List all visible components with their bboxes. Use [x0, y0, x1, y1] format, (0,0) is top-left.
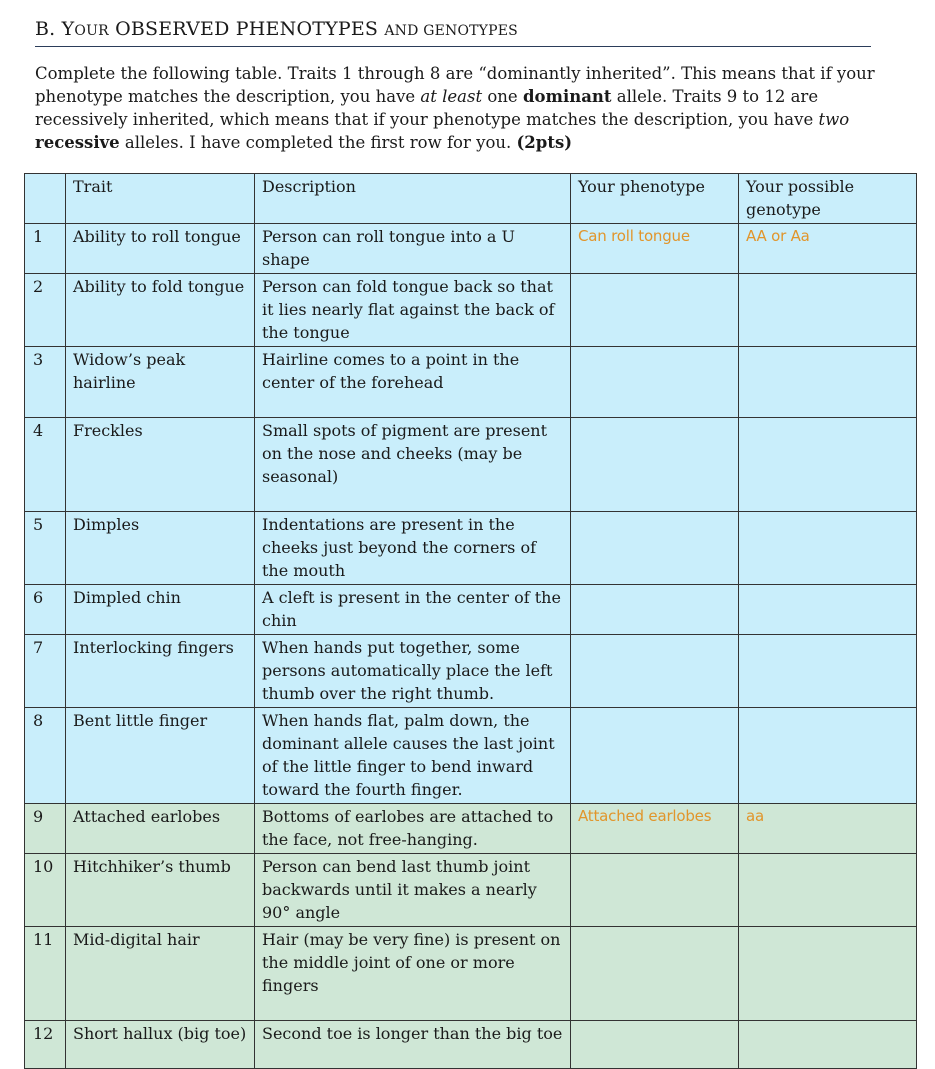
trait-description: When hands put together, some persons automatically place the left thumb over the right thumb.: [255, 635, 571, 708]
title-part: OBSERVED PHENOTYPES: [115, 18, 379, 40]
intro-text: alleles. I have completed the first row for you.: [119, 133, 517, 152]
genotype-cell[interactable]: [739, 347, 917, 418]
row-number: 12: [25, 1021, 66, 1069]
table-header-row: [25, 174, 917, 224]
table-row: [25, 347, 917, 418]
trait-name: Interlocking fingers: [66, 635, 255, 708]
table-row: [25, 274, 917, 347]
trait-description: When hands flat, palm down, the dominant allele causes the last joint of the little finger to bend inward toward the fourth finger.: [255, 708, 571, 804]
phenotype-cell[interactable]: Attached earlobes: [571, 804, 739, 854]
row-number: 9: [25, 804, 66, 854]
points-label: (2pts): [516, 133, 573, 152]
row-number: 10: [25, 854, 66, 927]
trait-description: Indentations are present in the cheeks just beyond the corners of the mouth: [255, 512, 571, 585]
phenotype-cell[interactable]: [571, 512, 739, 585]
intro-bold: recessive: [35, 133, 120, 152]
phenotype-cell[interactable]: [571, 274, 739, 347]
trait-description: Person can fold tongue back so that it lies nearly flat against the back of the tongue: [255, 274, 571, 347]
table-row: [25, 1021, 917, 1069]
row-number: 7: [25, 635, 66, 708]
phenotype-cell[interactable]: [571, 347, 739, 418]
row-number: 3: [25, 347, 66, 418]
phenotype-cell[interactable]: [571, 927, 739, 1021]
row-number: 11: [25, 927, 66, 1021]
trait-name: Hitchhiker’s thumb: [66, 854, 255, 927]
title-part: AND GENOTYPES: [384, 23, 518, 39]
genotype-cell[interactable]: [739, 1021, 917, 1069]
intro-emphasis: two: [818, 110, 850, 129]
intro-emphasis: at least: [420, 87, 483, 106]
phenotype-cell[interactable]: [571, 854, 739, 927]
title-part: Y: [61, 18, 75, 40]
section-heading: [35, 18, 871, 47]
phenotype-cell[interactable]: [571, 418, 739, 512]
table-row: [25, 804, 917, 854]
trait-name: Freckles: [66, 418, 255, 512]
table-row: [25, 854, 917, 927]
row-number: 6: [25, 585, 66, 635]
trait-name: Ability to fold tongue: [66, 274, 255, 347]
trait-description: Small spots of pigment are present on the nose and cheeks (may be seasonal): [255, 418, 571, 512]
table-row: [25, 585, 917, 635]
genotype-cell[interactable]: [739, 274, 917, 347]
table-row: [25, 708, 917, 804]
table-row: [25, 418, 917, 512]
trait-name: Attached earlobes: [66, 804, 255, 854]
genotype-cell[interactable]: [739, 418, 917, 512]
intro-text: allele. Traits 9 to 12 are recessively inherited, which means that if your phenotype matches the description, you have: [35, 87, 819, 129]
trait-name: Short hallux (big toe): [66, 1021, 255, 1069]
phenotype-cell[interactable]: [571, 708, 739, 804]
genotype-cell[interactable]: [739, 708, 917, 804]
header-phenotype: Your phenotype: [571, 174, 739, 224]
phenotype-cell[interactable]: [571, 585, 739, 635]
genotype-cell[interactable]: aa: [739, 804, 917, 854]
row-number: 1: [25, 224, 66, 274]
genotype-cell[interactable]: [739, 512, 917, 585]
header-description: Description: [255, 174, 571, 224]
genotype-cell[interactable]: [739, 927, 917, 1021]
traits-table: [24, 173, 917, 1069]
trait-description: Hair (may be very fine) is present on the middle joint of one or more fingers: [255, 927, 571, 1021]
phenotype-cell[interactable]: [571, 1021, 739, 1069]
intro-bold: dominant: [522, 87, 612, 106]
trait-description: Second toe is longer than the big toe: [255, 1021, 571, 1069]
trait-name: Widow’s peak hairline: [66, 347, 255, 418]
genotype-cell[interactable]: [739, 635, 917, 708]
trait-description: A cleft is present in the center of the chin: [255, 585, 571, 635]
trait-name: Bent little finger: [66, 708, 255, 804]
trait-name: Mid-digital hair: [66, 927, 255, 1021]
row-number: 8: [25, 708, 66, 804]
header-trait: Trait: [66, 174, 255, 224]
phenotype-cell[interactable]: [571, 635, 739, 708]
header-genotype: Your possible genotype: [739, 174, 917, 224]
trait-name: Ability to roll tongue: [66, 224, 255, 274]
trait-name: Dimples: [66, 512, 255, 585]
genotype-cell[interactable]: [739, 854, 917, 927]
row-number: 4: [25, 418, 66, 512]
trait-description: Bottoms of earlobes are attached to the face, not free-hanging.: [255, 804, 571, 854]
trait-description: Hairline comes to a point in the center of the forehead: [255, 347, 571, 418]
section-letter: B.: [35, 18, 56, 40]
genotype-cell[interactable]: [739, 585, 917, 635]
trait-description: Person can bend last thumb joint backwards until it makes a nearly 90° angle: [255, 854, 571, 927]
title-part: OUR: [74, 23, 109, 39]
row-number: 2: [25, 274, 66, 347]
row-number: 5: [25, 512, 66, 585]
intro-text: Complete the following table. Traits 1 through 8 are “dominantly inherited”. This means that if your phenotype matches the description, you have: [35, 64, 875, 106]
intro-text: one: [482, 87, 523, 106]
trait-description: Person can roll tongue into a U shape: [255, 224, 571, 274]
table-row: [25, 927, 917, 1021]
genotype-cell[interactable]: AA or Aa: [739, 224, 917, 274]
phenotype-cell[interactable]: Can roll tongue: [571, 224, 739, 274]
trait-name: Dimpled chin: [66, 585, 255, 635]
table-row: [25, 512, 917, 585]
instructions-paragraph: [35, 62, 875, 154]
table-row: [25, 635, 917, 708]
table-row: [25, 224, 917, 274]
header-number: [25, 174, 66, 224]
